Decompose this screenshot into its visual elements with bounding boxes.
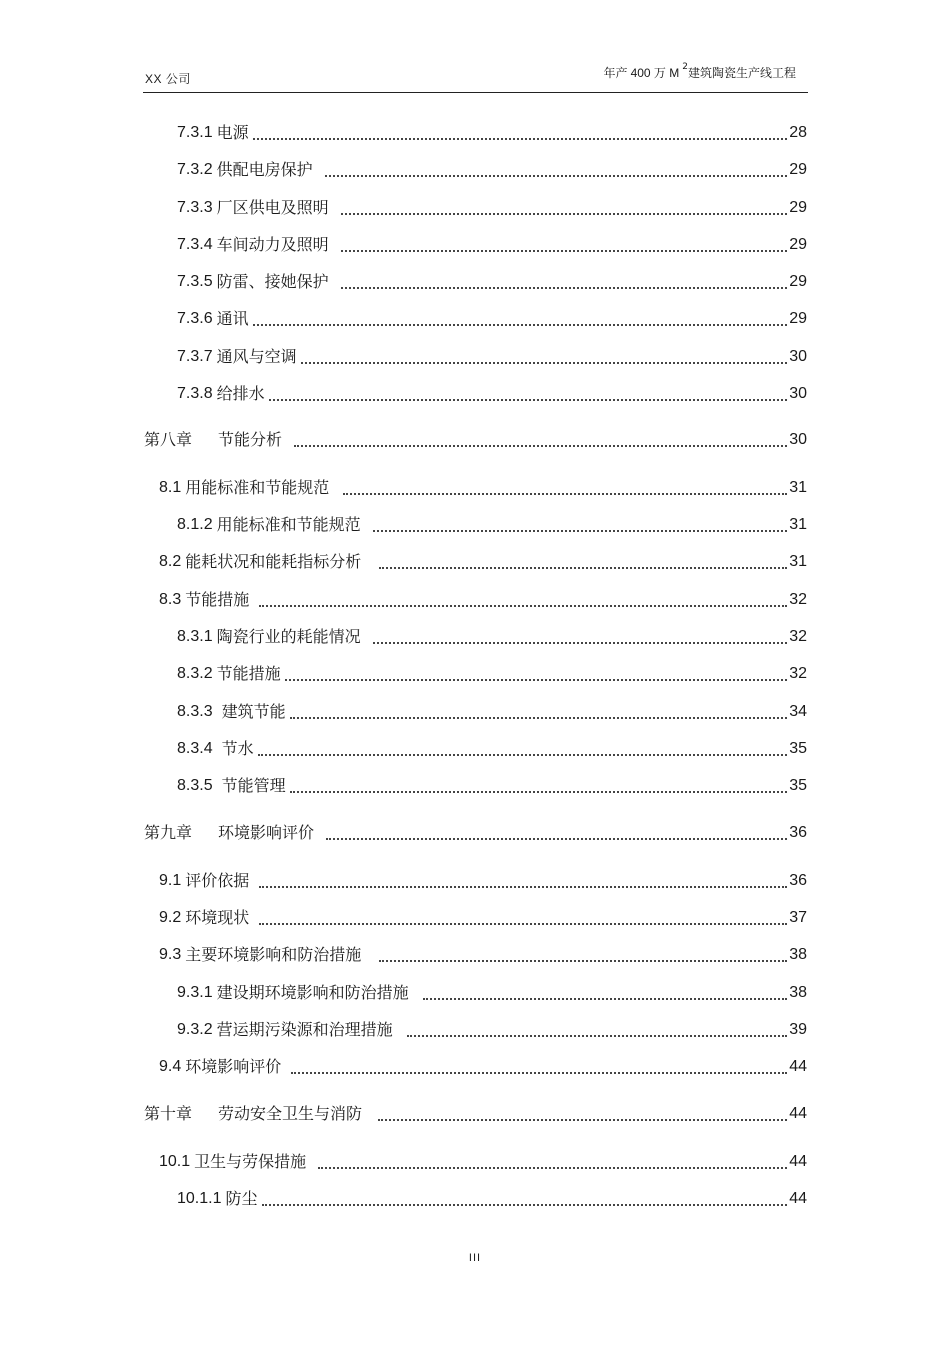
toc-page: 34 [789,703,807,720]
toc-page: 44 [789,1153,807,1170]
toc-entry[interactable] [177,1016,807,1040]
toc-page: 38 [789,984,807,1001]
toc-number: 9.3.2 [177,1021,213,1038]
toc-page: 30 [789,348,807,365]
toc-leader [290,697,787,719]
toc-entry[interactable] [177,305,807,329]
toc-leader [253,118,787,140]
toc-page: 29 [789,310,807,327]
toc-entry[interactable] [177,231,807,255]
toc-entry[interactable] [177,772,807,796]
toc-leader [269,379,787,401]
toc-number: 7.3.5 [177,273,213,290]
toc-number: 8.3 [159,591,182,608]
toc-page: 30 [789,431,807,448]
toc-entry[interactable] [177,268,807,292]
toc-page: 29 [789,273,807,290]
toc-entry[interactable] [159,548,807,572]
toc-page: 29 [789,199,807,216]
toc-page: 44 [789,1105,807,1122]
toc-chapter[interactable] [144,819,807,843]
toc-leader [253,304,787,326]
toc-entry[interactable] [177,1185,807,1209]
toc-title: 节能管理 [221,776,286,795]
toc-title: 节能措施 [216,664,281,683]
toc-leader [262,1184,788,1206]
toc-title: 建筑节能 [221,702,286,721]
toc-title: 环境影响评价 [218,823,315,842]
toc-number: 第九章 [144,823,193,842]
toc-leader [258,734,787,756]
toc-number: 9.4 [159,1058,182,1075]
toc-entry[interactable] [159,904,807,928]
toc-number: 8.3.1 [177,628,213,645]
toc-leader [259,585,787,607]
toc-page: 36 [789,872,807,889]
toc-number: 9.2 [159,909,182,926]
project-title [604,64,796,81]
toc-page: 35 [789,777,807,794]
toc-number: 7.3.6 [177,310,213,327]
company-name: XX 公司 [145,72,191,86]
toc-number: 8.1 [159,479,182,496]
toc-entry[interactable] [177,735,807,759]
toc-leader [259,866,787,888]
toc-number: 8.3.3 [177,703,213,720]
toc-leader [341,193,787,215]
toc-title: 评价依据 [185,871,250,890]
toc-entry[interactable] [177,698,807,722]
toc-number: 8.3.5 [177,777,213,794]
toc-number: 8.1.2 [177,516,213,533]
toc-title: 给排水 [216,384,265,403]
toc-leader [379,940,787,962]
toc-leader [373,622,787,644]
toc-page: 28 [789,124,807,141]
toc-leader [301,342,787,364]
project-number: 400 万 M [630,66,680,80]
toc-title: 通讯 [216,309,249,328]
toc-number: 8.3.2 [177,665,213,682]
toc-number: 8.2 [159,553,182,570]
toc-title: 厂区供电及照明 [216,198,329,217]
toc-entry[interactable] [159,941,807,965]
toc-page: 29 [789,161,807,178]
toc-page: 31 [789,479,807,496]
toc-number: 9.3.1 [177,984,213,1001]
toc-title: 能耗状况和能耗指标分析 [185,552,362,571]
toc-entry[interactable] [177,194,807,218]
toc-page: 36 [789,824,807,841]
toc-leader [379,547,787,569]
toc-leader [291,1052,787,1074]
toc-leader [407,1015,787,1037]
toc-title: 营运期污染源和治理措施 [216,1020,393,1039]
toc-number: 7.3.8 [177,385,213,402]
toc-leader [343,473,787,495]
toc-entry[interactable] [177,660,807,684]
toc-title: 卫生与劳保措施 [194,1152,307,1171]
toc-entry[interactable] [177,343,807,367]
toc-number: 9.3 [159,946,182,963]
toc-title: 用能标准和节能规范 [216,515,361,534]
page-number: III [468,1252,482,1264]
toc-title: 用能标准和节能规范 [185,478,330,497]
toc-leader [294,425,787,447]
toc-title: 主要环境影响和防治措施 [185,945,362,964]
toc-entry[interactable] [159,474,807,498]
toc-page: 30 [789,385,807,402]
toc-leader [290,771,787,793]
toc-page: 29 [789,236,807,253]
toc-page: 31 [789,553,807,570]
toc-entry[interactable] [177,979,807,1003]
toc-title: 劳动安全卫生与消防 [218,1104,363,1123]
toc-number: 10.1.1 [177,1190,222,1207]
toc-leader [373,510,787,532]
toc-leader [326,818,787,840]
toc-leader [378,1099,787,1121]
toc-page: 39 [789,1021,807,1038]
toc-number: 第十章 [144,1104,193,1123]
toc-title: 通风与空调 [216,347,297,366]
toc-page: 31 [789,516,807,533]
toc-entry[interactable] [159,1053,807,1077]
toc-title: 供配电房保护 [216,160,313,179]
project-superscript: 2 [682,62,688,72]
toc-title: 建设期环境影响和防治措施 [216,983,409,1002]
toc-title: 节水 [221,739,254,758]
toc-leader [423,978,787,1000]
toc-number: 第八章 [144,430,193,449]
toc-page: 35 [789,740,807,757]
toc-entry[interactable] [177,511,807,535]
toc-number: 7.3.4 [177,236,213,253]
toc-entry[interactable] [177,119,807,143]
toc-page: 44 [789,1190,807,1207]
toc-entry[interactable] [177,156,807,180]
toc-title: 节能分析 [218,430,283,449]
toc-entry[interactable] [177,623,807,647]
toc-entry[interactable] [159,867,807,891]
toc-title: 环境影响评价 [185,1057,282,1076]
toc-leader [318,1147,787,1169]
toc-number: 9.1 [159,872,182,889]
toc-leader [259,903,787,925]
toc-number: 7.3.3 [177,199,213,216]
toc-entry[interactable] [159,586,807,610]
project-prefix: 年产 [603,66,628,80]
page-header [143,62,808,93]
toc-title: 环境现状 [185,908,250,927]
toc-entry[interactable] [159,1148,807,1172]
toc-number: 7.3.2 [177,161,213,178]
toc-entry[interactable] [177,380,807,404]
toc-title: 陶瓷行业的耗能情况 [216,627,361,646]
toc-title: 防尘 [225,1189,258,1208]
toc-page: 32 [789,591,807,608]
toc-chapter[interactable] [144,426,807,450]
toc-leader [325,155,787,177]
toc-number: 10.1 [159,1153,191,1170]
toc-number: 8.3.4 [177,740,213,757]
toc-number: 7.3.7 [177,348,213,365]
toc-page: 32 [789,665,807,682]
toc-title: 防雷、接她保护 [216,272,329,291]
toc-number: 7.3.1 [177,124,213,141]
toc-page: 44 [789,1058,807,1075]
toc-page: 32 [789,628,807,645]
toc-page: 37 [789,909,807,926]
toc-title: 节能措施 [185,590,250,609]
toc-title: 车间动力及照明 [216,235,329,254]
toc-title: 电源 [216,123,249,142]
toc-leader [285,659,787,681]
toc-page: 38 [789,946,807,963]
toc-chapter[interactable] [144,1100,807,1124]
project-suffix: 建筑陶瓷生产线工程 [687,66,796,80]
toc-leader [341,230,787,252]
toc-leader [341,267,787,289]
